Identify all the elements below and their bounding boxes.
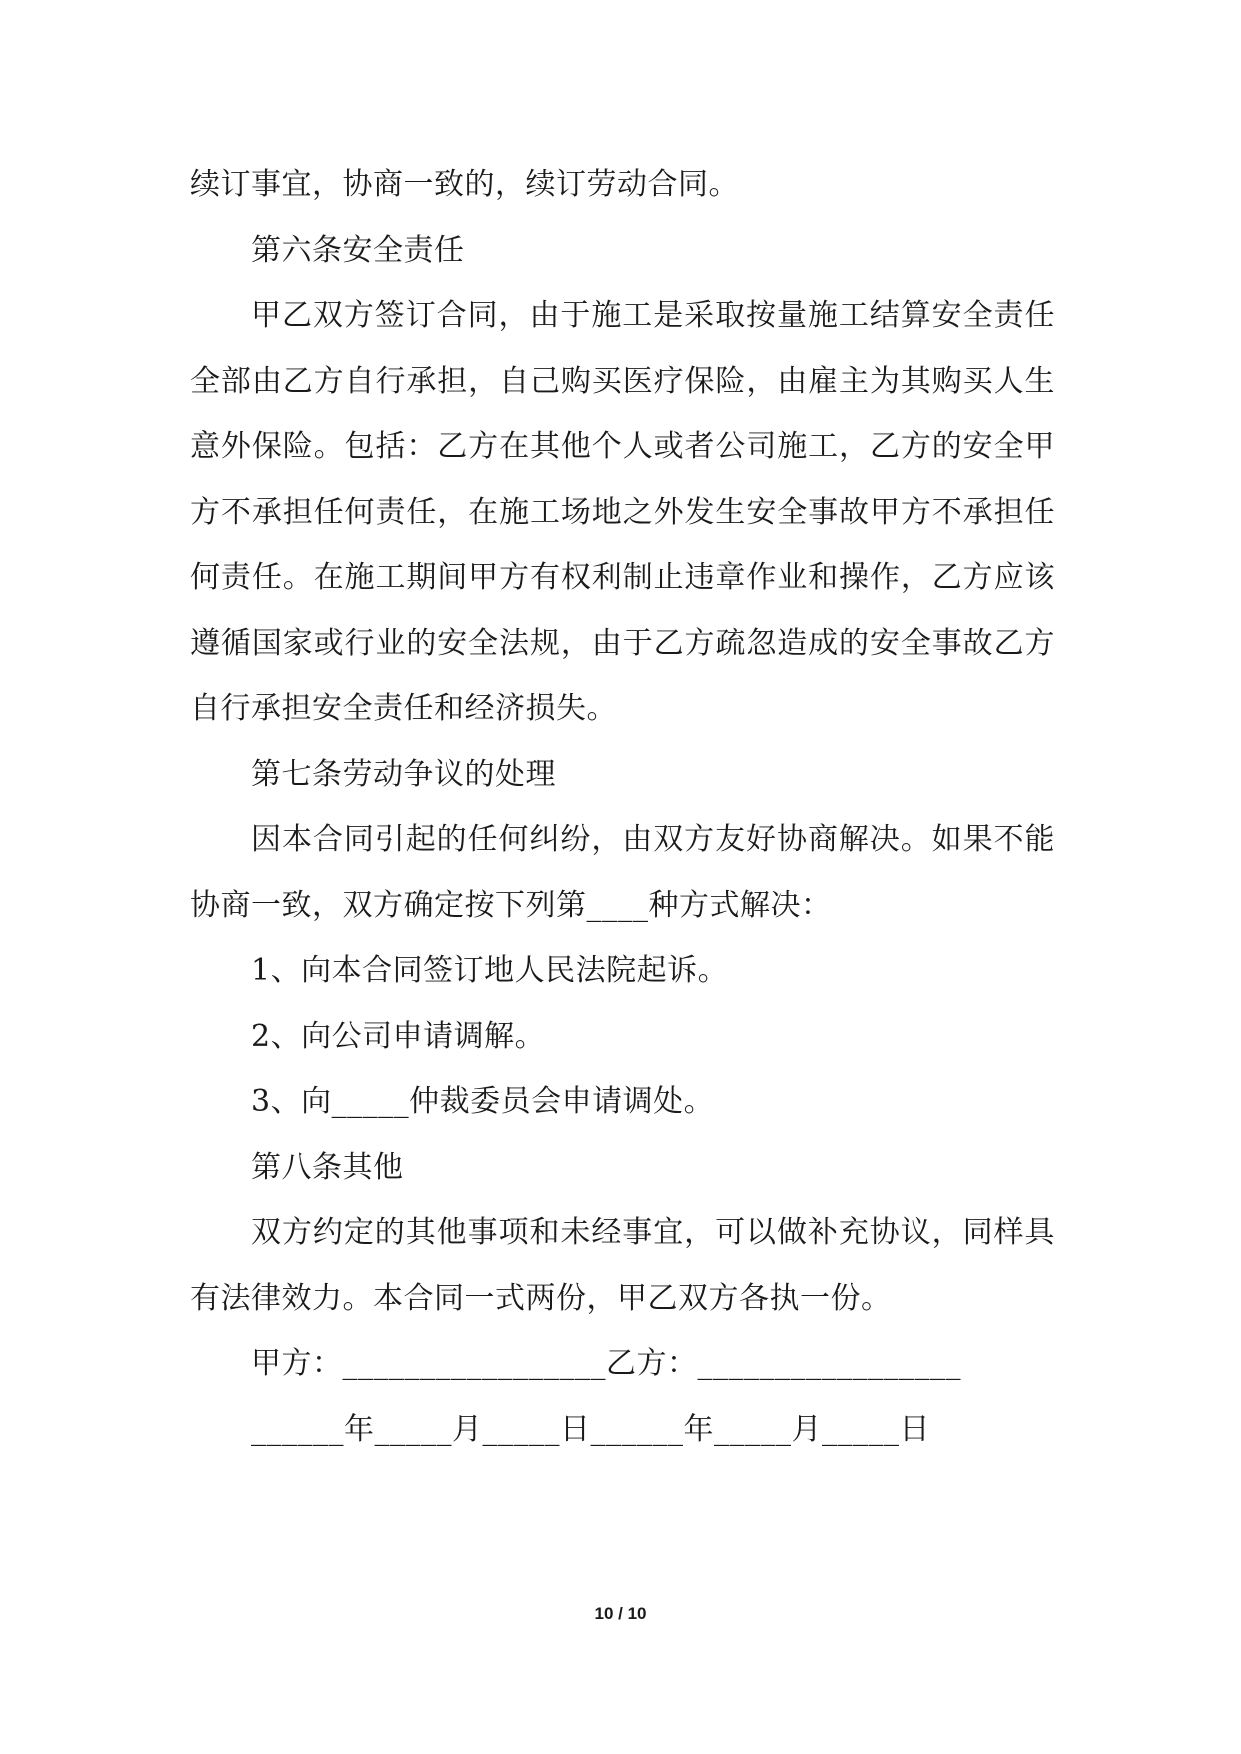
- section-heading: 第八条其他: [251, 1149, 404, 1185]
- list-item: 3、向_____仲裁委员会申请调处。: [251, 1084, 715, 1119]
- paragraph-line: 双方约定的其他事项和未经事宜，可以做补充协议，同样具: [251, 1215, 1055, 1250]
- section-heading: 第六条安全责任: [251, 232, 465, 268]
- paragraph-line: 自行承担安全责任和经济损失。: [190, 691, 617, 726]
- paragraph-line: 意外保险。包括：乙方在其他个人或者公司施工，乙方的安全甲: [190, 429, 1055, 464]
- list-item: 1、向本合同签订地人民法院起诉。: [251, 953, 729, 988]
- document-body: [190, 152, 1055, 1462]
- paragraph-line: 何责任。在施工期间甲方有权利制止违章作业和操作，乙方应该: [190, 560, 1055, 595]
- paragraph-line: 协商一致，双方确定按下列第____种方式解决：: [190, 887, 832, 923]
- paragraph-line: 全部由乙方自行承担，自己购买医疗保险，由雇主为其购买人生: [190, 363, 1055, 399]
- paragraph-line: 因本合同引起的任何纠纷，由双方友好协商解决。如果不能: [251, 822, 1055, 857]
- paragraph-line: 续订事宜，协商一致的，续订劳动合同。: [190, 167, 739, 202]
- signature-line: 甲方：_________________乙方：_________________: [251, 1346, 961, 1381]
- paragraph-line: 有法律效力。本合同一式两份，甲乙双方各执一份。: [190, 1280, 892, 1316]
- section-heading: 第七条劳动争议的处理: [251, 756, 556, 792]
- paragraph-line: 甲乙双方签订合同，由于施工是采取按量施工结算安全责任: [251, 298, 1055, 333]
- date-line: ______年_____月_____日______年_____月_____日: [251, 1411, 930, 1447]
- list-item: 2、向公司申请调解。: [251, 1018, 546, 1054]
- paragraph-line: 方不承担任何责任，在施工场地之外发生安全事故甲方不承担任: [190, 494, 1055, 530]
- paragraph-line: 遵循国家或行业的安全法规，由于乙方疏忽造成的安全事故乙方: [190, 625, 1055, 661]
- page-number: 10 / 10: [594, 1604, 647, 1623]
